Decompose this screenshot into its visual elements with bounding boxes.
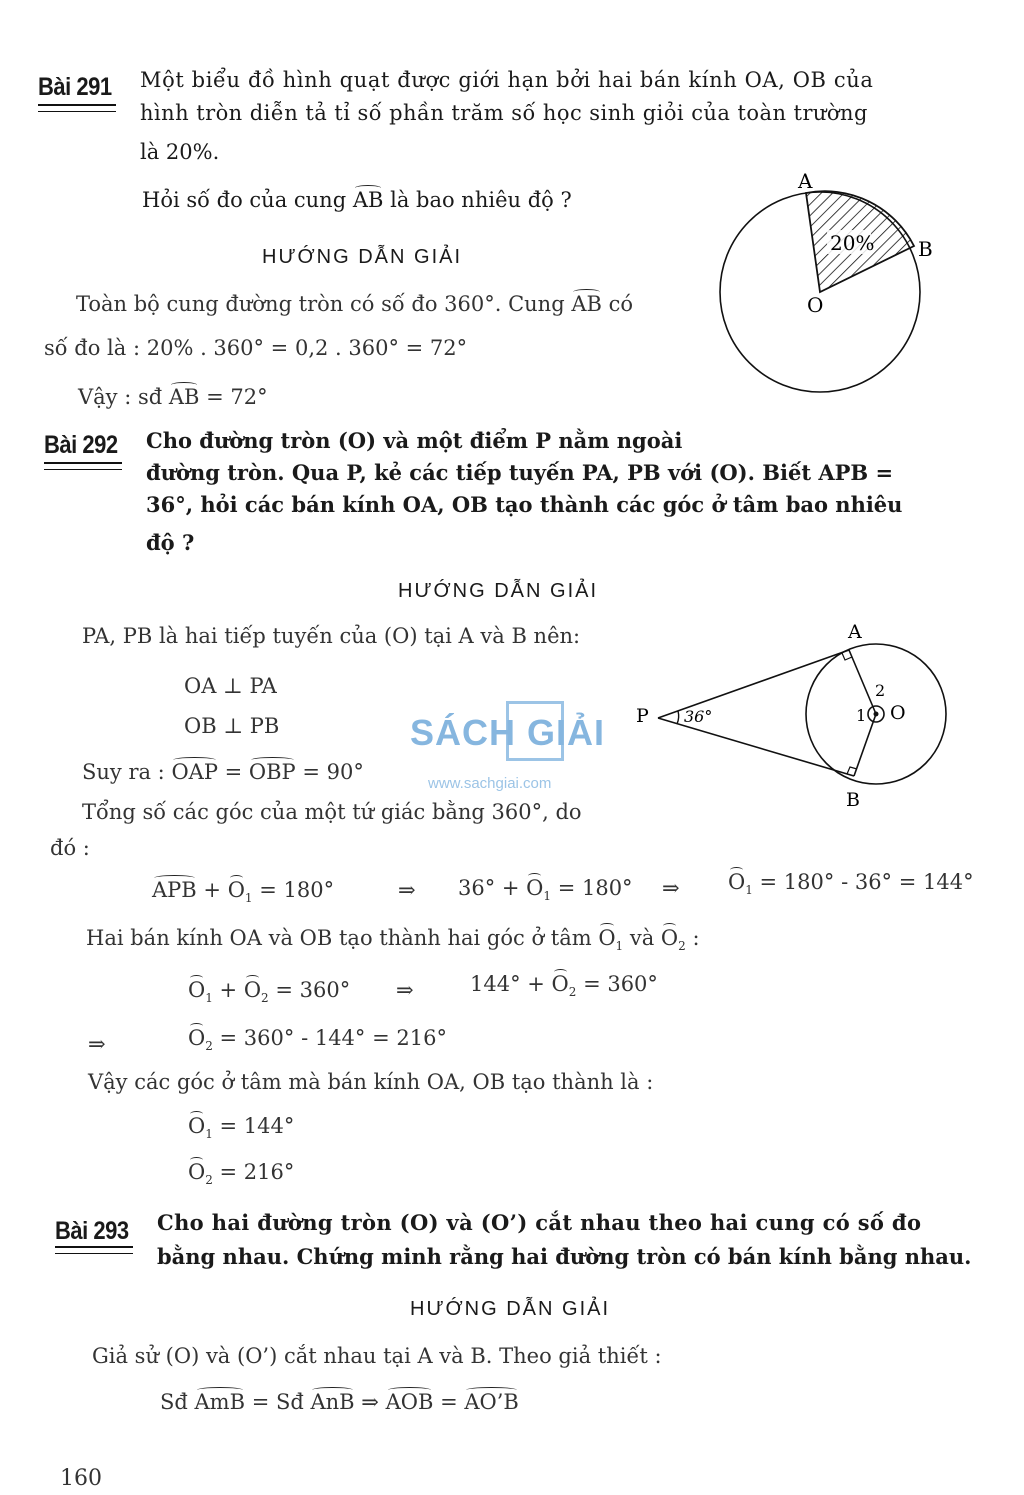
exercise-293-underline xyxy=(55,1246,133,1254)
watermark-brand: SÁCH GIẢI xyxy=(410,712,606,753)
watermark-url: www.sachgiai.com xyxy=(428,775,552,792)
exercise-292-tangent-figure xyxy=(626,618,958,818)
exercise-291-solution-line-3: Vậy : sđ AB = 72° xyxy=(78,385,268,409)
equation-1-arrow-2: ⇒ xyxy=(662,876,680,900)
exercise-291-question: Hỏi số đo của cung AB là bao nhiêu độ ? xyxy=(142,188,572,212)
exercise-292-solution-line-2: OA ⊥ PA xyxy=(184,674,277,698)
tangent-pb xyxy=(658,718,854,776)
sector-percent-label: 20% xyxy=(830,231,875,255)
point-a-label: A xyxy=(798,169,813,193)
exercise-291-text-line-1: Một biểu đồ hình quạt được giới hạn bởi hai bán kính OA, OB của xyxy=(140,68,874,92)
result-o2: $O_2 = 216^\circ$ xyxy=(188,1160,295,1188)
exercise-293-text-line-1: Cho hai đường tròn (O) và (O’) cắt nhau theo hai cung có số đo xyxy=(157,1210,922,1235)
exercise-292-text-line-3: 36°, hỏi các bán kính OA, OB tạo thành các góc ở tâm bao nhiêu xyxy=(146,492,903,517)
page-number: 160 xyxy=(60,1466,102,1491)
point-a-label: A xyxy=(848,621,862,643)
angle-p-value: 36° xyxy=(684,707,713,726)
center-o-label: O xyxy=(890,702,906,724)
equation-2b: $144^\circ + O_2 = 360^\circ$ xyxy=(470,972,658,1000)
equation-3: $O_2 = 360^\circ - 144^\circ = 216^\circ$ xyxy=(188,1026,447,1054)
angle-p-arc xyxy=(677,711,679,724)
exercise-291-label: Bài 291 xyxy=(38,72,112,101)
exercise-292-text-line-2: đường tròn. Qua P, kẻ các tiếp tuyến PA, PB với (O). Biết APB = xyxy=(146,460,894,485)
equation-1b: $36^\circ + O_1 = 180^\circ$ xyxy=(458,876,633,904)
center-o-label: O xyxy=(807,293,824,317)
result-o1: $O_1 = 144^\circ$ xyxy=(188,1114,295,1142)
arc-ab-label: AB xyxy=(352,188,384,212)
exercise-292-solution-line-3: OB ⊥ PB xyxy=(184,714,280,738)
angle-1-label: 1 xyxy=(856,706,867,725)
point-p-label: P xyxy=(636,705,649,727)
equation-2-arrow: ⇒ xyxy=(396,978,414,1002)
exercise-292-solution-line-6: đó : xyxy=(50,836,90,860)
angle-2-label: 2 xyxy=(875,681,886,700)
exercise-292-underline xyxy=(44,462,122,470)
equation-2a: $O_1 + O_2 = 360^\circ$ xyxy=(188,978,351,1006)
radius-oa xyxy=(849,650,876,714)
equation-1a: APB + $O_1 = 180^\circ$ xyxy=(152,878,335,906)
exercise-291-solution-line-1: Toàn bộ cung đường tròn có số đo 360°. Cung AB có xyxy=(76,292,634,316)
exercise-291-sector-figure xyxy=(710,168,960,404)
exercise-292-solution-line-1: PA, PB là hai tiếp tuyến của (O) tại A và B nên: xyxy=(82,624,581,648)
exercise-291-solution-heading: HƯỚNG DẪN GIẢI xyxy=(262,246,463,268)
exercise-293-label: Bài 293 xyxy=(55,1216,129,1245)
exercise-291-text-line-2: hình tròn diễn tả tỉ số phần trăm số học sinh giỏi của toàn trường xyxy=(140,101,868,125)
exercise-292-solution-line-4: Suy ra : OAP = OBP = 90° xyxy=(82,760,364,784)
exercise-292-solution-heading: HƯỚNG DẪN GIẢI xyxy=(398,580,599,602)
exercise-291-text-line-3: là 20%. xyxy=(140,140,220,164)
equation-1-arrow-1: ⇒ xyxy=(398,878,416,902)
exercise-292-solution-line-5: Tổng số các góc của một tứ giác bằng 360°, do xyxy=(82,800,582,824)
exercise-292-text-line-4: độ ? xyxy=(146,530,195,555)
exercise-293-text-line-2: bằng nhau. Chứng minh rằng hai đường tròn có bán kính bằng nhau. xyxy=(157,1244,972,1269)
exercise-292-text-line-1: Cho đường tròn (O) và một điểm P nằm ngoài xyxy=(146,428,683,453)
equation-3-arrow: ⇒ xyxy=(88,1032,106,1056)
exercise-293-solution-line-2: Sđ AmB = Sđ AnB ⇒ AOB = AO’B xyxy=(160,1390,519,1414)
point-b-label: B xyxy=(846,789,860,811)
exercise-291-underline xyxy=(38,104,116,112)
exercise-292-solution-line-7: Hai bán kính OA và OB tạo thành hai góc ở tâm $O_1$ và $O_2$ : xyxy=(86,926,700,954)
exercise-293-solution-line-1: Giả sử (O) và (O’) cắt nhau tại A và B. Theo giả thiết : xyxy=(92,1344,662,1368)
point-b-label: B xyxy=(918,237,933,261)
exercise-292-solution-line-8: Vậy các góc ở tâm mà bán kính OA, OB tạo thành là : xyxy=(88,1070,654,1094)
exercise-291-solution-line-2: số đo là : 20% . 360° = 0,2 . 360° = 72° xyxy=(44,336,468,360)
exercise-292-label: Bài 292 xyxy=(44,430,118,459)
center-o-dot xyxy=(874,712,879,717)
exercise-293-solution-heading: HƯỚNG DẪN GIẢI xyxy=(410,1298,611,1320)
equation-1c: $O_1 = 180^\circ - 36^\circ = 144^\circ$ xyxy=(728,870,974,898)
